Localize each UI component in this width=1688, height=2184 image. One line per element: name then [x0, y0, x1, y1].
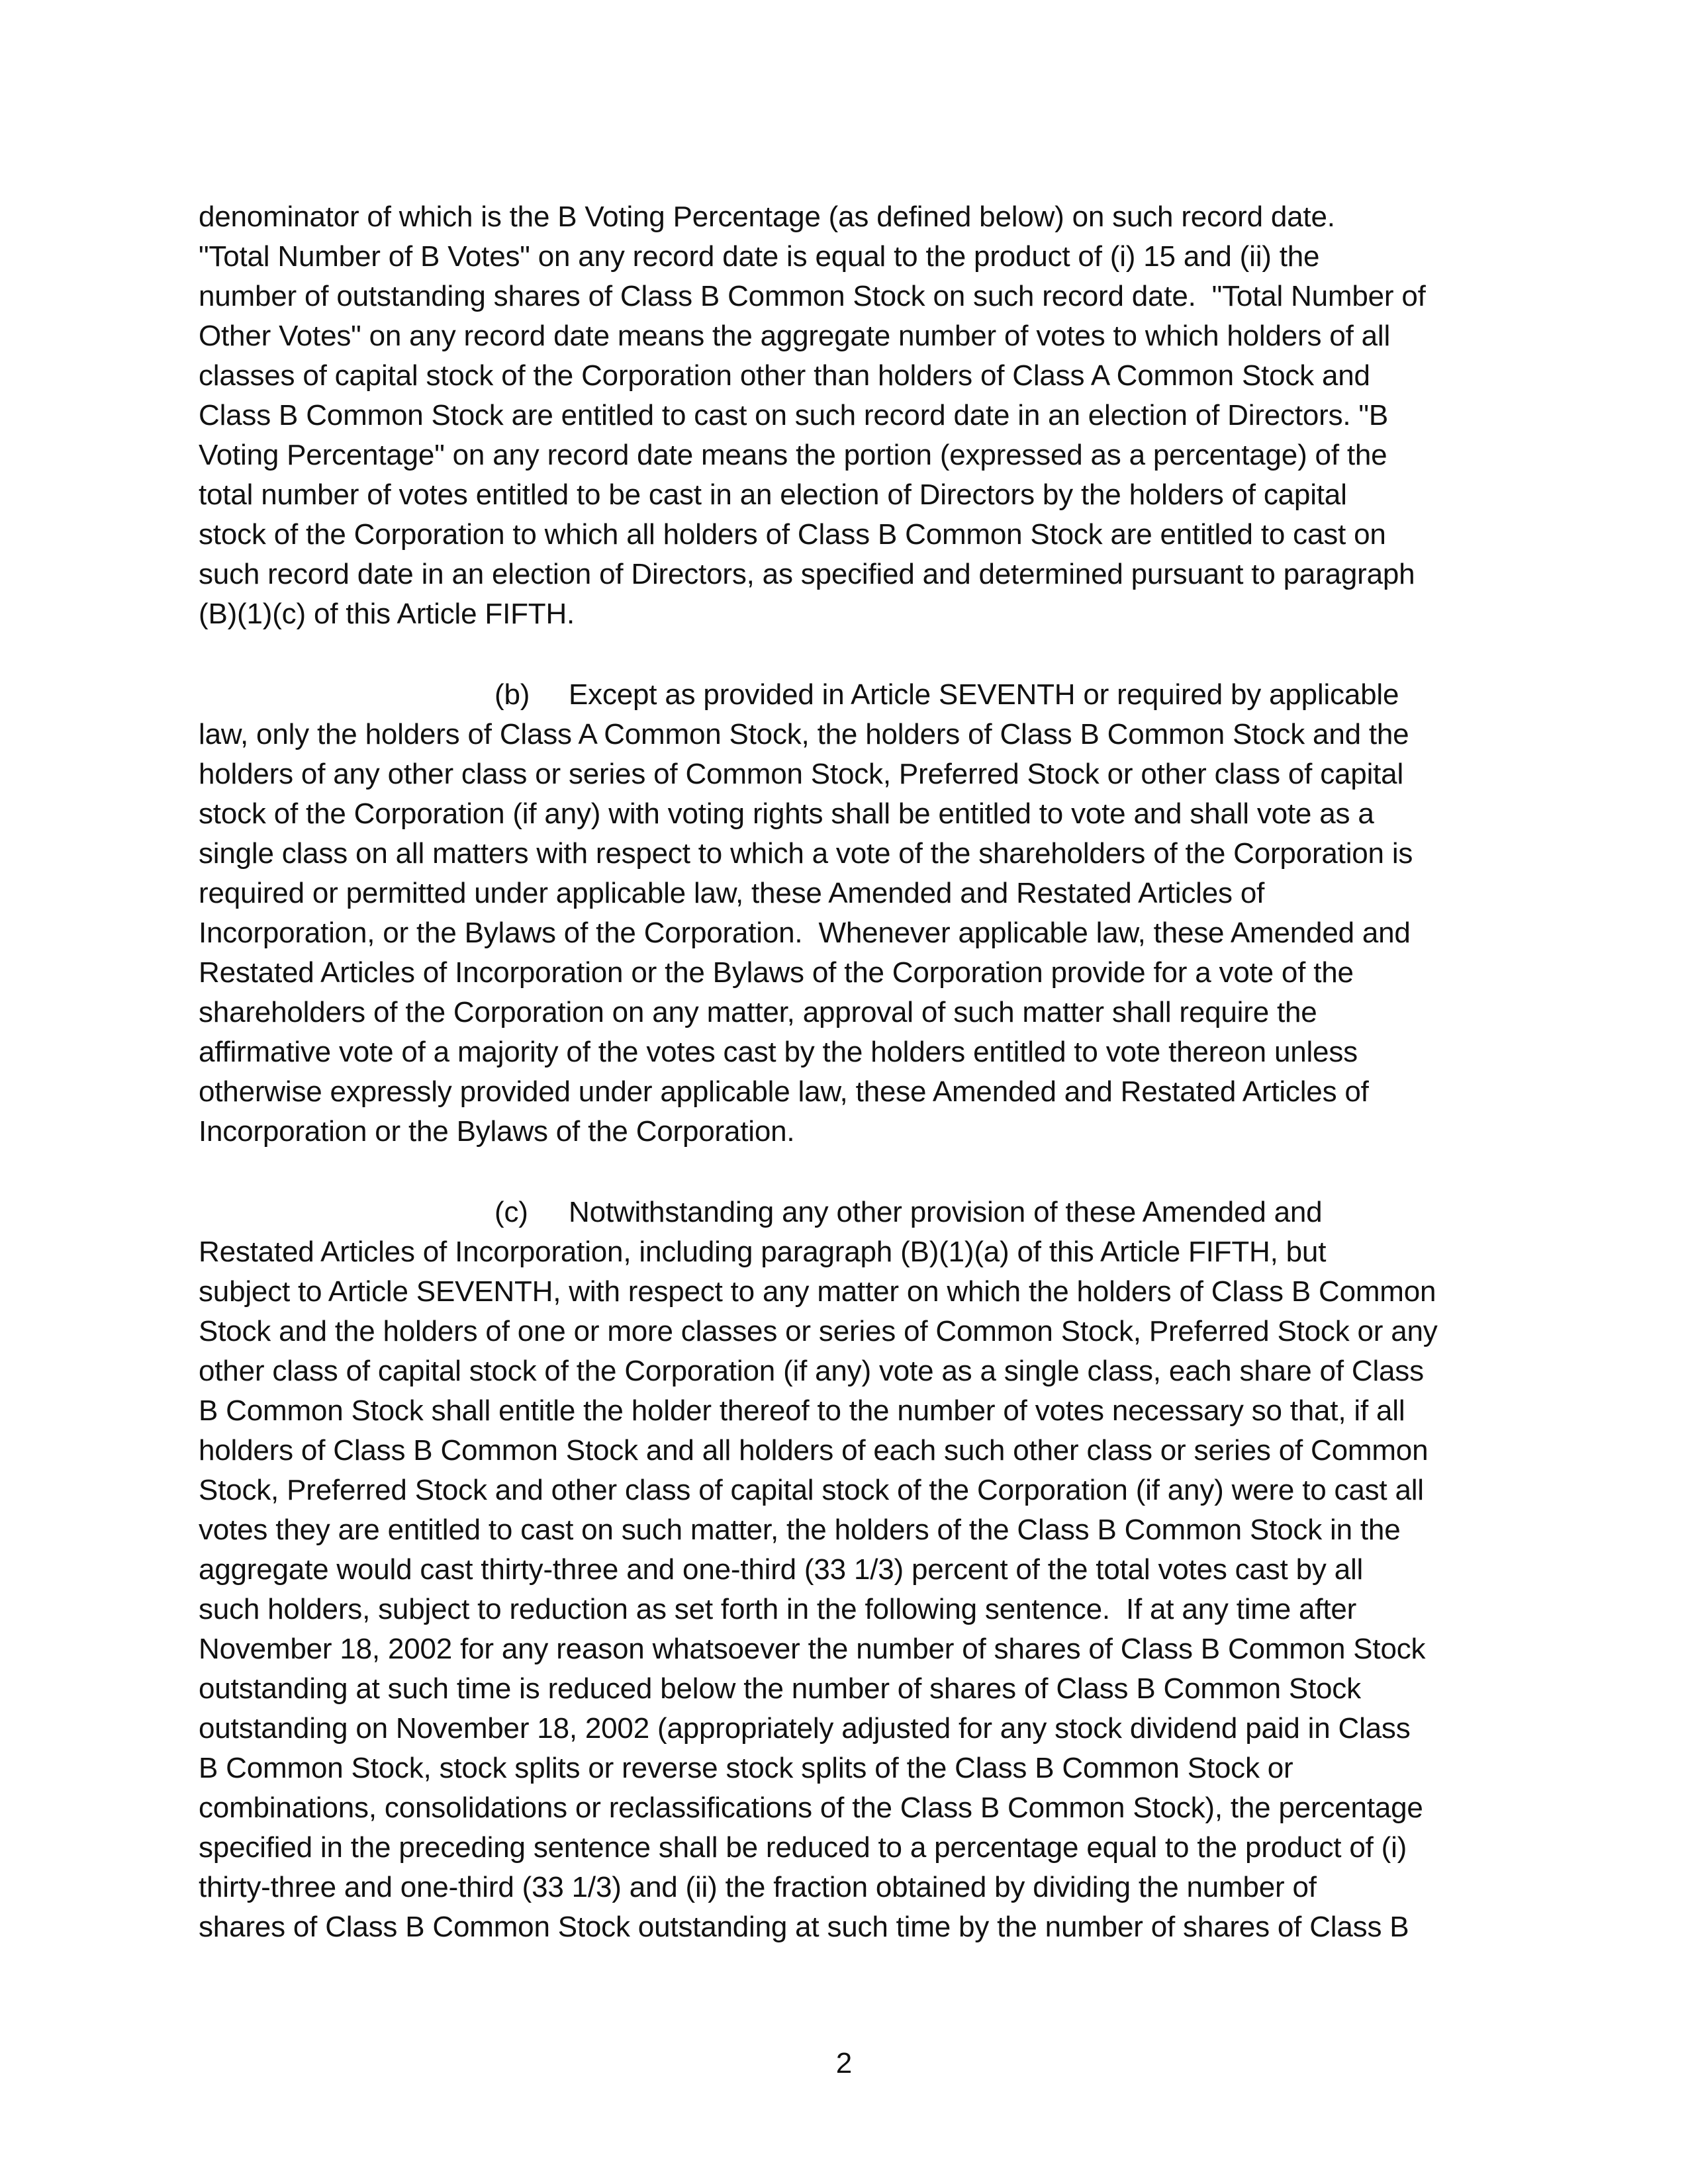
body-text-line: B Common Stock shall entitle the holder thereof to the number of votes necessary so that, if all	[199, 1394, 1405, 1427]
body-text-line: other class of capital stock of the Corporation (if any) vote as a single class, each share of Class	[199, 1355, 1424, 1387]
body-text-line: (B)(1)(c) of this Article FIFTH.	[199, 598, 575, 630]
body-text-line: November 18, 2002 for any reason whatsoever the number of shares of Class B Common Stock	[199, 1633, 1426, 1665]
body-text-line: Restated Articles of Incorporation, including paragraph (B)(1)(a) of this Article FIFTH, but	[199, 1236, 1327, 1268]
body-text-line: such record date in an election of Directors, as specified and determined pursuant to paragraph	[199, 558, 1415, 590]
paragraph-c-lead-text: Notwithstanding any other provision of these Amended and	[569, 1196, 1323, 1228]
paragraph-b-lead-text: Except as provided in Article SEVENTH or required by applicable	[569, 678, 1399, 711]
body-text-line: specified in the preceding sentence shall be reduced to a percentage equal to the product of (i)	[199, 1831, 1407, 1864]
body-text-line: such holders, subject to reduction as set forth in the following sentence. If at any time after	[199, 1593, 1357, 1625]
body-text-line: Class B Common Stock are entitled to cast on such record date in an election of Directors. "B	[199, 399, 1388, 432]
body-text-line: affirmative vote of a majority of the votes cast by the holders entitled to vote thereon unless	[199, 1036, 1358, 1068]
body-text-line: combinations, consolidations or reclassifications of the Class B Common Stock), the percentage	[199, 1792, 1423, 1824]
body-text-line: Other Votes" on any record date means the aggregate number of votes to which holders of all	[199, 320, 1391, 352]
paragraph-c-first-line	[494, 1193, 1322, 1232]
body-text-line: B Common Stock, stock splits or reverse stock splits of the Class B Common Stock or	[199, 1752, 1293, 1784]
body-text-line: law, only the holders of Class A Common Stock, the holders of Class B Common Stock and the	[199, 718, 1409, 751]
body-text-line: "Total Number of B Votes" on any record date is equal to the product of (i) 15 and (ii) the	[199, 240, 1320, 273]
body-text-line: shareholders of the Corporation on any matter, approval of such matter shall require the	[199, 996, 1317, 1028]
body-text-line: required or permitted under applicable law, these Amended and Restated Articles of	[199, 877, 1265, 909]
body-text-line: otherwise expressly provided under applicable law, these Amended and Restated Articles of	[199, 1075, 1369, 1108]
body-text-line: Stock and the holders of one or more classes or series of Common Stock, Preferred Stock or any	[199, 1315, 1438, 1347]
body-text-line: votes they are entitled to cast on such matter, the holders of the Class B Common Stock in the	[199, 1514, 1401, 1546]
paragraph-b-first-line	[494, 675, 1399, 715]
paragraph-c-marker: (c)	[494, 1196, 528, 1228]
body-text-line: Voting Percentage" on any record date means the portion (expressed as a percentage) of the	[199, 439, 1387, 471]
body-text-line: stock of the Corporation to which all holders of Class B Common Stock are entitled to cast on	[199, 518, 1386, 551]
body-text-line: thirty-three and one-third (33 1/3) and (ii) the fraction obtained by dividing the number of	[199, 1871, 1317, 1903]
body-text-line: denominator of which is the B Voting Percentage (as defined below) on such record date.	[199, 201, 1335, 233]
body-text-line: outstanding on November 18, 2002 (appropriately adjusted for any stock dividend paid in Class	[199, 1712, 1411, 1745]
body-text-line: aggregate would cast thirty-three and one-third (33 1/3) percent of the total votes cast by all	[199, 1553, 1364, 1586]
body-text-line: holders of Class B Common Stock and all holders of each such other class or series of Common	[199, 1434, 1429, 1467]
body-text-line: holders of any other class or series of Common Stock, Preferred Stock or other class of capital	[199, 758, 1404, 790]
body-text-line: outstanding at such time is reduced below the number of shares of Class B Common Stock	[199, 1672, 1361, 1705]
body-text-line: Incorporation or the Bylaws of the Corporation.	[199, 1115, 795, 1148]
paragraph-b-marker: (b)	[494, 678, 530, 711]
body-text-line: Restated Articles of Incorporation or the Bylaws of the Corporation provide for a vote of the	[199, 956, 1354, 989]
body-text-line: subject to Article SEVENTH, with respect to any matter on which the holders of Class B Common	[199, 1275, 1436, 1308]
body-text-line: classes of capital stock of the Corporation other than holders of Class A Common Stock and	[199, 359, 1370, 392]
body-text-line: number of outstanding shares of Class B Common Stock on such record date. "Total Number of	[199, 280, 1426, 312]
page-number: 2	[835, 2047, 853, 2079]
body-text-line: Incorporation, or the Bylaws of the Corporation. Whenever applicable law, these Amended and	[199, 917, 1411, 949]
body-text-line: Stock, Preferred Stock and other class of capital stock of the Corporation (if any) were to cast all	[199, 1474, 1424, 1506]
body-text-line: stock of the Corporation (if any) with voting rights shall be entitled to vote and shall vote as a	[199, 797, 1374, 830]
body-text-line: total number of votes entitled to be cast in an election of Directors by the holders of capital	[199, 478, 1347, 511]
body-text-line: shares of Class B Common Stock outstanding at such time by the number of shares of Class B	[199, 1911, 1409, 1943]
body-text-line: single class on all matters with respect to which a vote of the shareholders of the Corporation is	[199, 837, 1413, 870]
